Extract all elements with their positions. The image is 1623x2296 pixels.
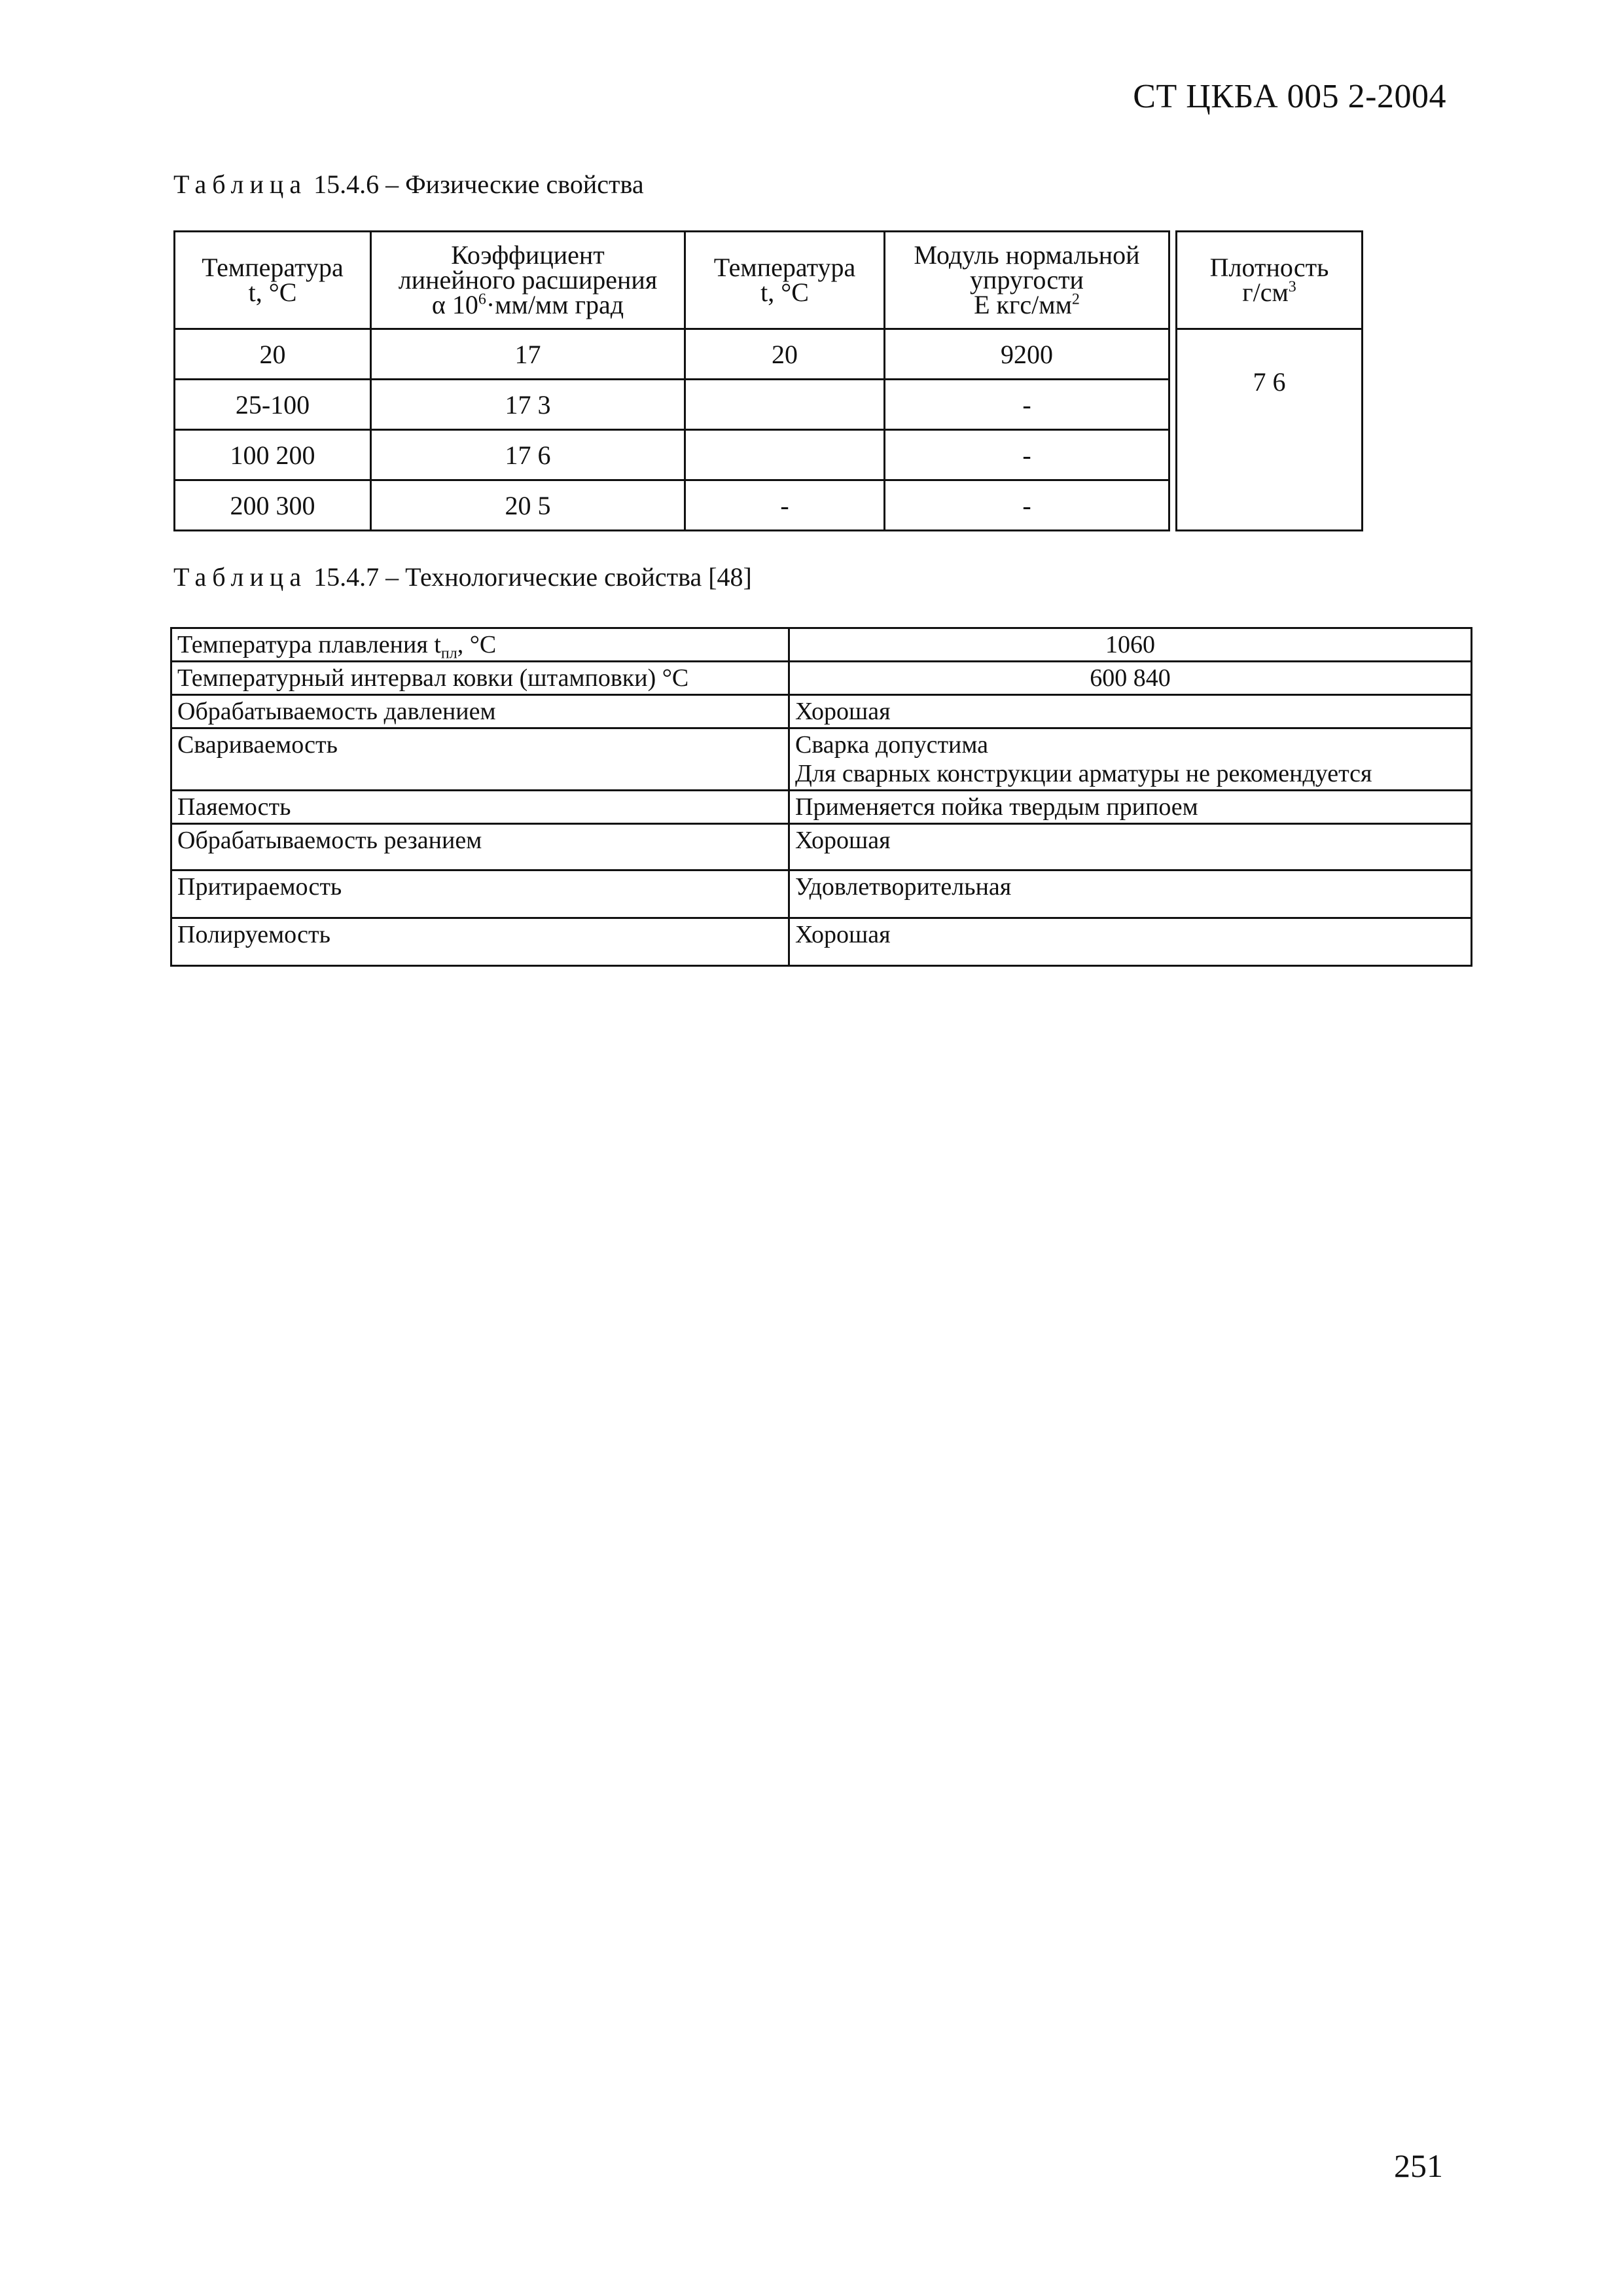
table-row [171, 695, 1472, 728]
table-row [175, 329, 1363, 380]
table1-caption-label: Таблица [173, 170, 308, 199]
cell-property: Полируемость [171, 918, 789, 966]
physical-properties-table [173, 230, 1363, 531]
cell-density: 7 6 [1177, 329, 1363, 531]
cell-temp2: 20 [685, 329, 885, 380]
cell-modulus: - [885, 430, 1169, 480]
cell-coef: 17 [371, 329, 685, 380]
cell-property: Обрабатываемость резанием [171, 824, 789, 870]
cell-value: Применяется пойка твердым припоем [789, 791, 1472, 824]
table-row [171, 824, 1472, 870]
cell-temp1: 100 200 [175, 430, 371, 480]
cell-temp1: 200 300 [175, 480, 371, 531]
cell-temp1: 25-100 [175, 380, 371, 430]
cell-value: Хорошая [789, 695, 1472, 728]
cell-coef: 20 5 [371, 480, 685, 531]
cell-property: Притирaемость [171, 870, 789, 918]
table2-caption-title: 15.4.7 – Технологические свойства [48] [313, 562, 752, 592]
technological-properties-table [170, 627, 1472, 967]
table2-caption-label: Таблица [173, 562, 308, 592]
cell-temp2 [685, 430, 885, 480]
cell-property: Свариваемость [171, 728, 789, 791]
cell-value: 600 840 [789, 662, 1472, 695]
header-density: Плотность $г/см^3$ [1177, 232, 1363, 329]
table-row [171, 628, 1472, 662]
cell-modulus: 9200 [885, 329, 1169, 380]
cell-property: Температурный интервал ковки (штамповки) °С [171, 662, 789, 695]
gap-cell [1169, 329, 1177, 531]
table1-caption-title: 15.4.6 – Физические свойства [313, 170, 644, 199]
table1-caption [173, 169, 644, 200]
cell-temp2 [685, 380, 885, 430]
table-row [171, 728, 1472, 791]
cell-value: Удовлетворительная [789, 870, 1472, 918]
cell-value: Хорошая [789, 824, 1472, 870]
cell-property: Паяемость [171, 791, 789, 824]
header-temperature-1: Температура t, °C [175, 232, 371, 329]
cell-temp1: 20 [175, 329, 371, 380]
cell-property: Температура плавления $t_{пл}$, °C [171, 628, 789, 662]
header-expansion-coefficient: Коэффициент линейного расширения α $10^6\cdot мм/мм$ град [371, 232, 685, 329]
cell-modulus: - [885, 380, 1169, 430]
cell-value: Сварка допустима Для сварных конструкции арматуры не рекомендуется [789, 728, 1472, 791]
page-number: 251 [1394, 2147, 1443, 2184]
document-code-header: СТ ЦКБА 005 2-2004 [1133, 78, 1446, 115]
cell-modulus: - [885, 480, 1169, 531]
header-elastic-modulus: Модуль нормальной упругости Е кгс/$мм^2$ [885, 232, 1169, 329]
table-row [171, 870, 1472, 918]
table-row [171, 918, 1472, 966]
cell-temp2: - [685, 480, 885, 531]
cell-value: 1060 [789, 628, 1472, 662]
cell-value: Хорошая [789, 918, 1472, 966]
cell-coef: 17 6 [371, 430, 685, 480]
table1-header-row [175, 232, 1363, 329]
table-row [171, 662, 1472, 695]
header-gap [1169, 232, 1177, 329]
cell-property: Обрабатываемость давлением [171, 695, 789, 728]
header-temperature-2: Температура t, °C [685, 232, 885, 329]
table2-caption [173, 562, 752, 592]
table-row [171, 791, 1472, 824]
cell-coef: 17 3 [371, 380, 685, 430]
